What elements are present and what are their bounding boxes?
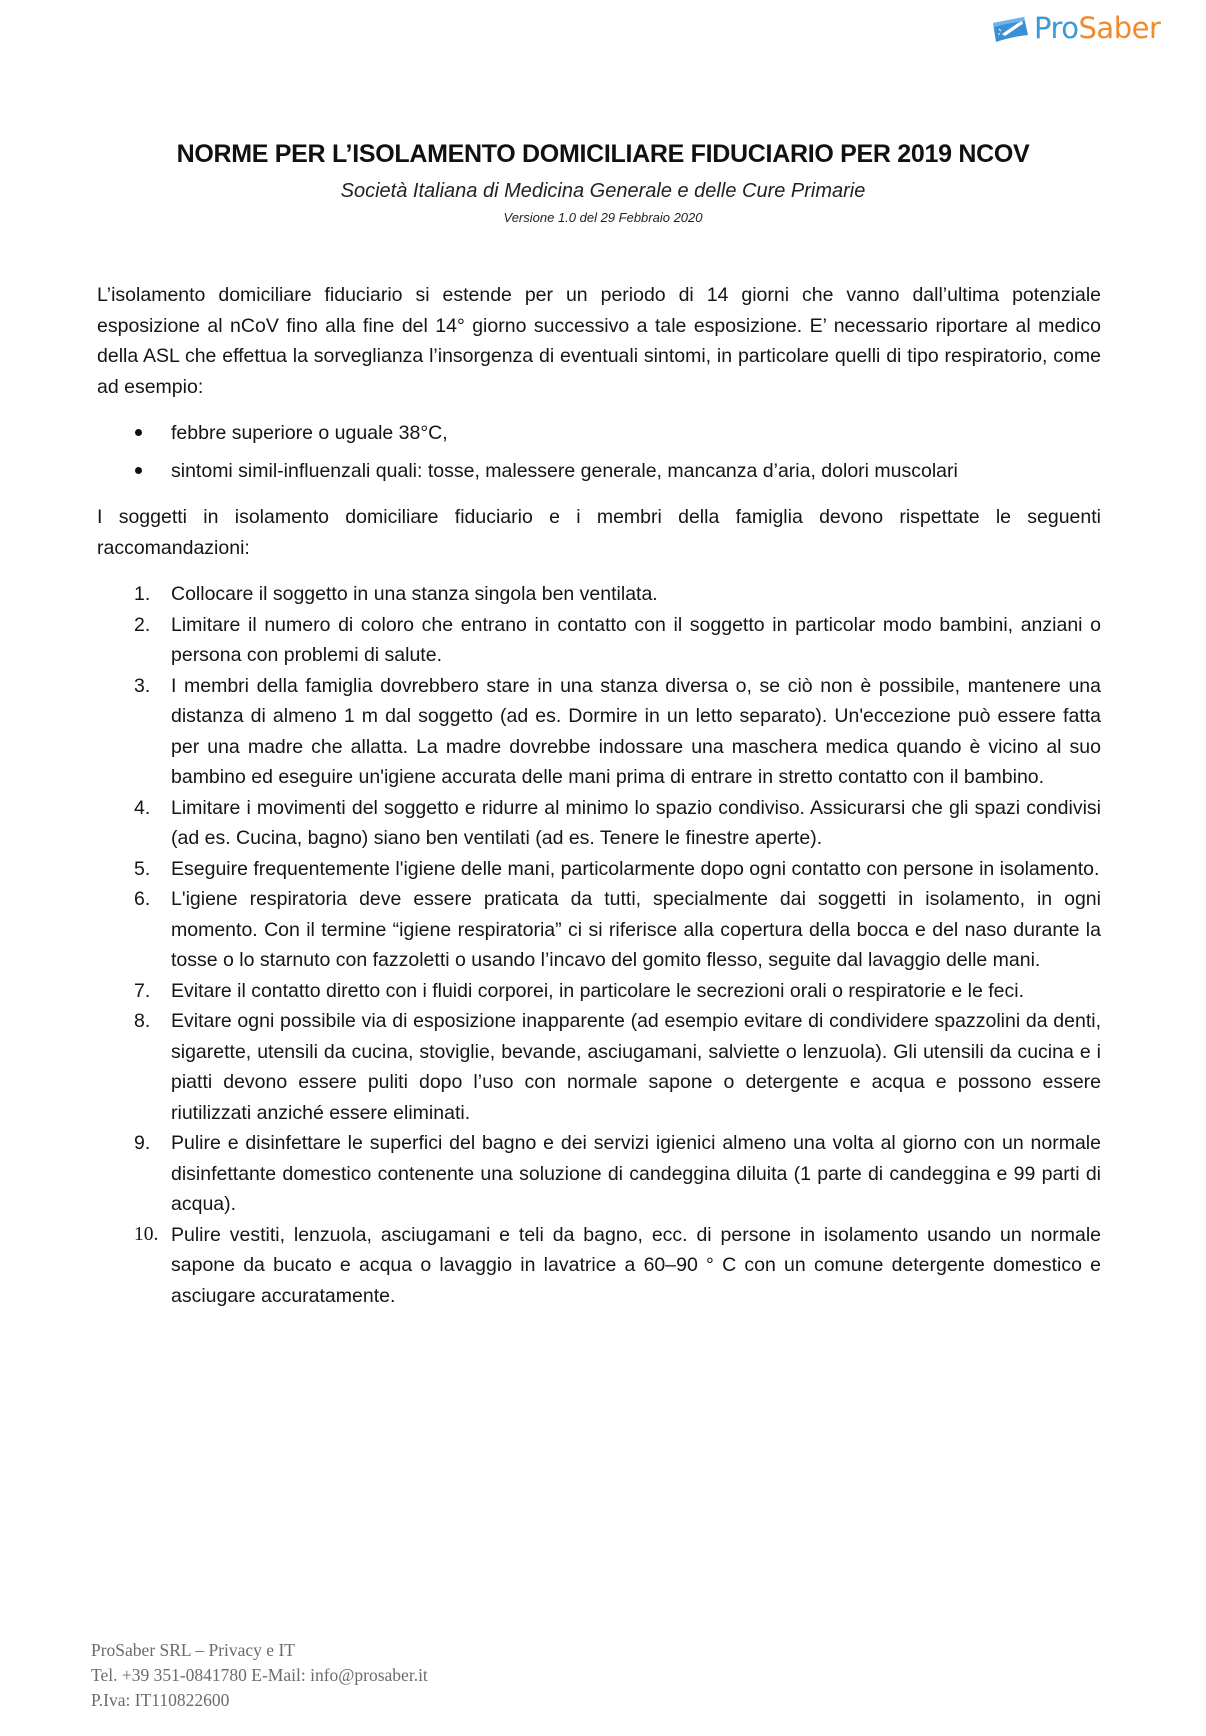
symptoms-list [97, 414, 1101, 490]
list-item-text: sintomi simil-influenzali quali: tosse, malessere generale, mancanza d’aria, dolori muscolari [171, 460, 958, 482]
list-number: 9. [134, 1132, 151, 1154]
list-item-text: Limitare i movimenti del soggetto e ridurre al minimo lo spazio condiviso. Assicurarsi che gli spazi condivisi (ad es. Cucina, bagno) siano ben ventilati (ad es. Tenere le finestre aperte). [171, 796, 1101, 849]
bullet-icon [135, 467, 142, 474]
list-number: 7. [134, 979, 151, 1002]
list-item [97, 414, 1101, 452]
footer-contacts: Tel. +39 351-0841780 E-Mail: info@prosaber.it [91, 1665, 428, 1685]
bullet-icon [135, 429, 142, 436]
logo-text [1034, 11, 1161, 45]
list-number: 2. [134, 613, 151, 636]
list-item-text: I membri della famiglia dovrebbero stare in una stanza diversa o, se ciò non è possibile, mantenere una distanza di almeno 1 m dal soggetto (ad es. Dormire in un letto separato). Un'eccezione può essere fatta per una madre che allatta. La madre dovrebbe indossare una maschera medica quando è vicino al suo bambino ed eseguire un'igiene accurata delle mani prima di entrare in stretto contatto con il bambino. [171, 674, 1101, 788]
list-item [97, 854, 1101, 885]
list-item [97, 452, 1101, 490]
logo-text-pro: Pro [1034, 11, 1079, 45]
list-item [97, 1220, 1101, 1312]
list-item-text: Evitare ogni possibile via di esposizione inapparente (ad esempio evitare di condividere spazzolini da denti, sigarette, utensili da cucina, stoviglie, bevande, asciugamani, salviette o lenzuola). Gli utensili da cucina e i piatti devono essere puliti dopo l’uso con normale sapone o detergente e acqua e possono essere riutilizzati anziché essere eliminati. [171, 1010, 1101, 1124]
list-item [97, 793, 1101, 854]
list-item [97, 976, 1101, 1007]
list-item-text: Pulire vestiti, lenzuola, asciugamani e teli da bagno, ecc. di persone in isolamento usando un normale sapone da bucato e acqua o lavaggio in lavatrice a 60–90 ° C con un comune detergente domestico e asciugare accuratamente. [171, 1223, 1101, 1307]
list-number: 1. [134, 583, 151, 605]
list-item-text: Limitare il numero di coloro che entrano in contatto con il soggetto in particolar modo bambini, anziani o persona con problemi di salute. [171, 613, 1101, 666]
footer-company: ProSaber SRL – Privacy e IT [91, 1640, 295, 1660]
list-item [97, 1128, 1101, 1220]
footer-vat: P.Iva: IT110822600 [91, 1690, 230, 1710]
document-subtitle: Società Italiana di Medicina Generale e delle Cure Primarie [340, 180, 866, 202]
list-number: 5. [134, 857, 151, 880]
list-number: 10. [134, 1223, 159, 1245]
list-item-text: Evitare il contatto diretto con i fluidi corporei, in particolare le secrezioni orali o respiratorie e le feci. [171, 979, 1024, 1002]
list-item-text: febbre superiore o uguale 38°C, [171, 422, 448, 444]
intro-paragraph: L’isolamento domiciliare fiduciario si estende per un periodo di 14 giorni che vanno dall’ultima potenziale esposizione al nCoV fino alla fine del 14° giorno successivo a tale esposizione. E’ necessario riportare al medico della ASL che effettua la sorveglianza l’insorgenza di eventuali sintomi, in particolare quelli di tipo respiratorio, come ad esempio: [97, 284, 1101, 398]
list-number: 8. [134, 1010, 151, 1032]
logo-text-saber: Saber [1078, 11, 1161, 45]
page-footer [91, 1638, 428, 1713]
list-item [97, 579, 1101, 610]
recommendations-intro: I soggetti in isolamento domiciliare fiduciario e i membri della famiglia devono rispettate le seguenti raccomandazioni: [97, 506, 1101, 559]
list-item-text: L'igiene respiratoria deve essere praticata da tutti, specialmente dai soggetti in isolamento, in ogni momento. Con il termine “igiene respiratoria” ci si riferisce alla copertura della bocca e del naso durante la tosse o lo starnuto con fazzoletti o usando l’incavo del gomito flesso, seguite dal lavaggio delle mani. [171, 888, 1101, 971]
list-item-text: Pulire e disinfettare le superfici del bagno e dei servizi igienici almeno una volta al giorno con un normale disinfettante domestico contenente una soluzione di candeggina diluita (1 parte di candeggina e 99 parti di acqua). [171, 1132, 1101, 1215]
list-number: 6. [134, 888, 151, 910]
prosaber-logo [990, 11, 1161, 45]
list-item-text: Eseguire frequentemente l'igiene delle mani, particolarmente dopo ogni contatto con persone in isolamento. [171, 857, 1100, 880]
list-number: 4. [134, 796, 151, 819]
document-version: Versione 1.0 del 29 Febbraio 2020 [503, 210, 703, 225]
pen-tablet-icon [990, 15, 1030, 43]
recommendations-list [97, 579, 1101, 1311]
list-item-text: Collocare il soggetto in una stanza singola ben ventilata. [171, 583, 658, 605]
list-item [97, 671, 1101, 793]
list-number: 3. [134, 674, 151, 697]
document-body [97, 280, 1101, 1311]
document-title: NORME PER L’ISOLAMENTO DOMICILIARE FIDUCIARIO PER 2019 NCOV [176, 140, 1030, 168]
list-item [97, 610, 1101, 671]
list-item [97, 1006, 1101, 1128]
list-item [97, 884, 1101, 976]
